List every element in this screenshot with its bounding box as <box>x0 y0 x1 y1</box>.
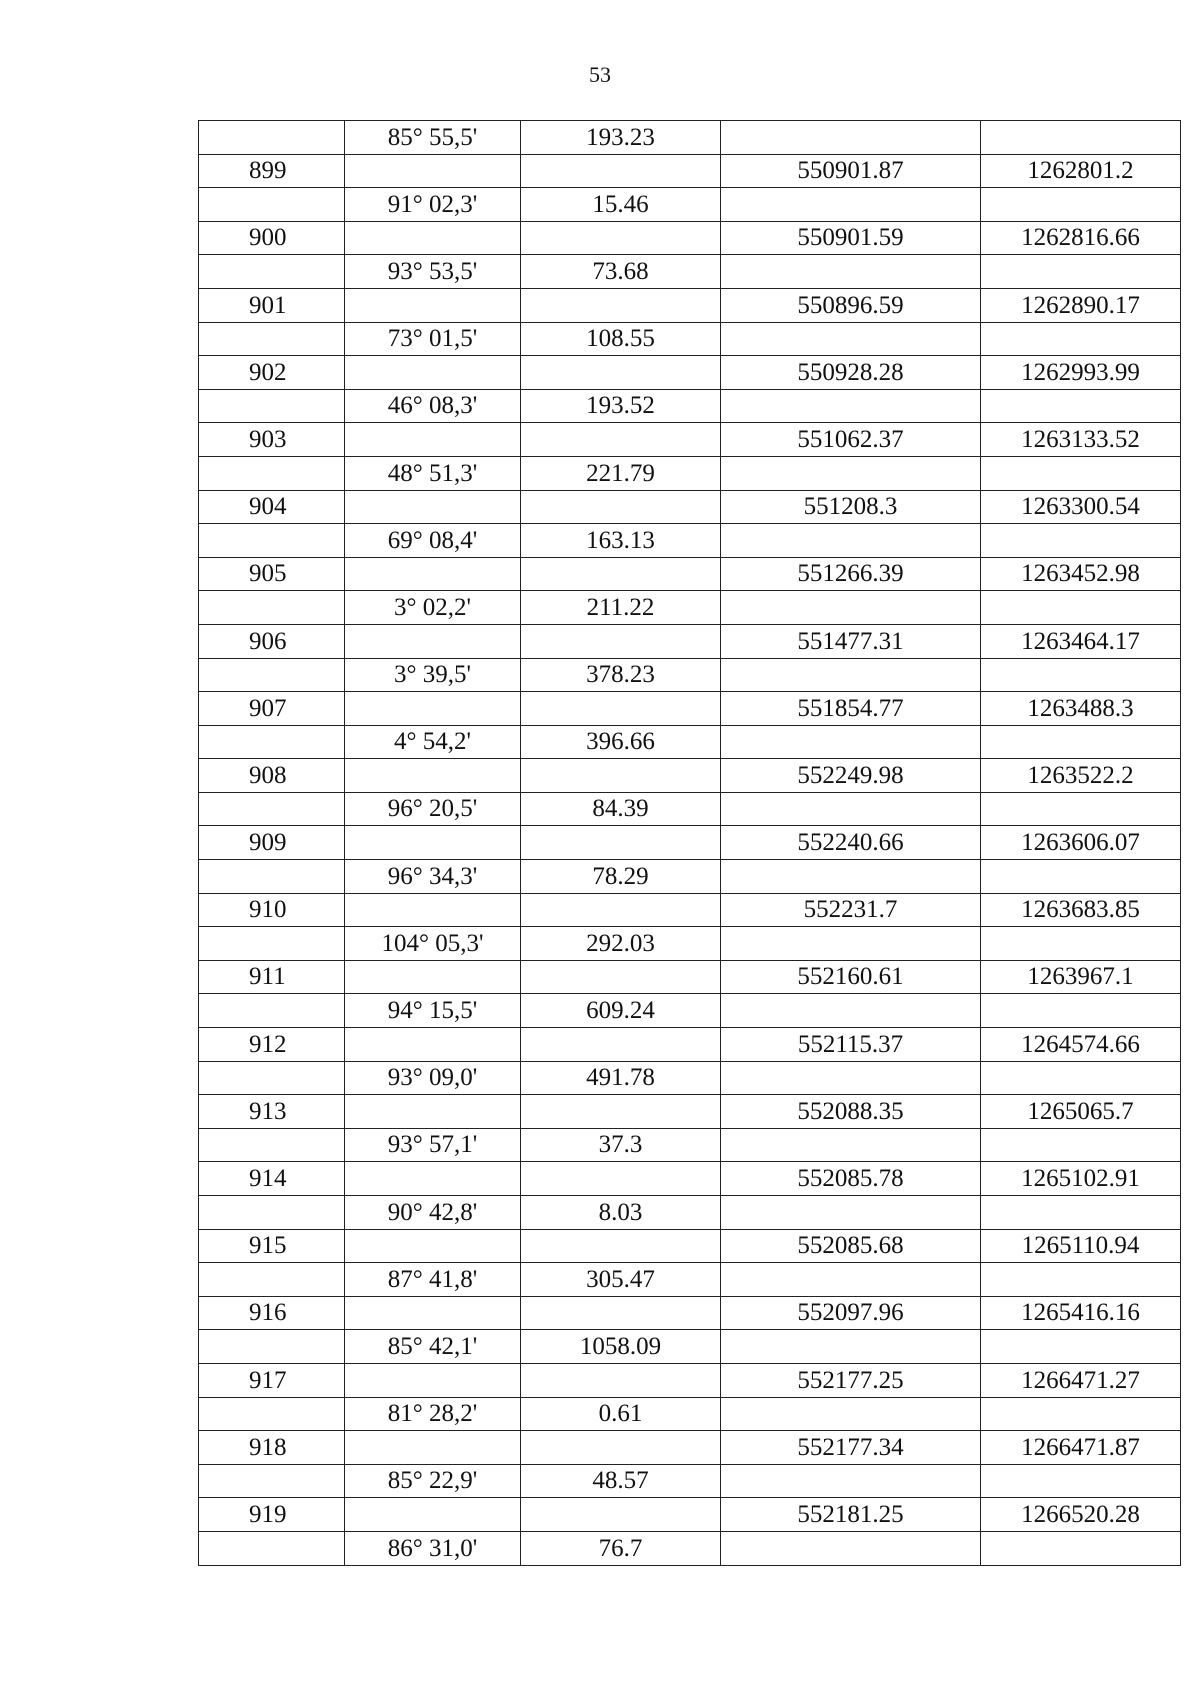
y-coordinate-cell: 1264574.66 <box>981 1028 1181 1062</box>
length-cell <box>521 1431 721 1465</box>
x-coordinate-cell: 551062.37 <box>721 423 981 457</box>
table-row <box>199 490 1181 524</box>
y-coordinate-cell: 1263967.1 <box>981 960 1181 994</box>
table-row <box>199 591 1181 625</box>
x-coordinate-cell: 551477.31 <box>721 624 981 658</box>
point-number-cell <box>199 860 345 894</box>
point-number-cell <box>199 1263 345 1297</box>
table-row <box>199 1397 1181 1431</box>
point-number-cell: 911 <box>199 960 345 994</box>
point-number-cell <box>199 255 345 289</box>
y-coordinate-cell: 1262801.2 <box>981 154 1181 188</box>
y-coordinate-cell <box>981 1330 1181 1364</box>
y-coordinate-cell <box>981 1397 1181 1431</box>
direction-angle-cell <box>345 1498 521 1532</box>
table-row <box>199 1431 1181 1465</box>
direction-angle-cell: 46° 08,3' <box>345 389 521 423</box>
table-row <box>199 692 1181 726</box>
table-row <box>199 1263 1181 1297</box>
length-cell <box>521 1162 721 1196</box>
coordinates-table-body <box>199 121 1181 1566</box>
x-coordinate-cell <box>721 121 981 155</box>
length-cell <box>521 1095 721 1129</box>
direction-angle-cell: 87° 41,8' <box>345 1263 521 1297</box>
direction-angle-cell <box>345 356 521 390</box>
direction-angle-cell <box>345 221 521 255</box>
length-cell <box>521 1229 721 1263</box>
point-number-cell <box>199 994 345 1028</box>
length-cell: 211.22 <box>521 591 721 625</box>
x-coordinate-cell <box>721 792 981 826</box>
y-coordinate-cell <box>981 591 1181 625</box>
direction-angle-cell <box>345 1431 521 1465</box>
point-number-cell: 899 <box>199 154 345 188</box>
x-coordinate-cell <box>721 389 981 423</box>
point-number-cell <box>199 1128 345 1162</box>
x-coordinate-cell: 550928.28 <box>721 356 981 390</box>
y-coordinate-cell <box>981 1464 1181 1498</box>
direction-angle-cell: 85° 55,5' <box>345 121 521 155</box>
length-cell <box>521 356 721 390</box>
y-coordinate-cell <box>981 1196 1181 1230</box>
coordinates-table <box>198 120 1181 1566</box>
direction-angle-cell: 93° 57,1' <box>345 1128 521 1162</box>
table-row <box>199 893 1181 927</box>
length-cell <box>521 1296 721 1330</box>
length-cell <box>521 826 721 860</box>
length-cell: 193.23 <box>521 121 721 155</box>
page-number: 53 <box>589 62 611 87</box>
direction-angle-cell <box>345 1162 521 1196</box>
x-coordinate-cell: 551266.39 <box>721 557 981 591</box>
direction-angle-cell: 91° 02,3' <box>345 188 521 222</box>
x-coordinate-cell: 552115.37 <box>721 1028 981 1062</box>
direction-angle-cell: 104° 05,3' <box>345 927 521 961</box>
length-cell <box>521 1498 721 1532</box>
direction-angle-cell: 96° 20,5' <box>345 792 521 826</box>
y-coordinate-cell <box>981 927 1181 961</box>
table-row <box>199 1128 1181 1162</box>
point-number-cell <box>199 1196 345 1230</box>
length-cell <box>521 692 721 726</box>
y-coordinate-cell <box>981 389 1181 423</box>
y-coordinate-cell: 1266471.87 <box>981 1431 1181 1465</box>
direction-angle-cell: 3° 39,5' <box>345 658 521 692</box>
direction-angle-cell <box>345 759 521 793</box>
direction-angle-cell: 85° 42,1' <box>345 1330 521 1364</box>
length-cell <box>521 423 721 457</box>
x-coordinate-cell: 552181.25 <box>721 1498 981 1532</box>
direction-angle-cell: 94° 15,5' <box>345 994 521 1028</box>
length-cell: 491.78 <box>521 1061 721 1095</box>
length-cell <box>521 759 721 793</box>
point-number-cell: 904 <box>199 490 345 524</box>
table-row <box>199 1464 1181 1498</box>
length-cell: 48.57 <box>521 1464 721 1498</box>
point-number-cell: 913 <box>199 1095 345 1129</box>
length-cell: 221.79 <box>521 456 721 490</box>
length-cell <box>521 490 721 524</box>
x-coordinate-cell: 552085.78 <box>721 1162 981 1196</box>
y-coordinate-cell: 1262890.17 <box>981 288 1181 322</box>
y-coordinate-cell <box>981 1128 1181 1162</box>
direction-angle-cell: 93° 53,5' <box>345 255 521 289</box>
length-cell: 73.68 <box>521 255 721 289</box>
x-coordinate-cell <box>721 1263 981 1297</box>
direction-angle-cell <box>345 557 521 591</box>
x-coordinate-cell <box>721 860 981 894</box>
y-coordinate-cell <box>981 1263 1181 1297</box>
x-coordinate-cell <box>721 322 981 356</box>
point-number-cell <box>199 188 345 222</box>
table-row <box>199 121 1181 155</box>
direction-angle-cell: 85° 22,9' <box>345 1464 521 1498</box>
table-row <box>199 624 1181 658</box>
y-coordinate-cell: 1263300.54 <box>981 490 1181 524</box>
x-coordinate-cell <box>721 658 981 692</box>
y-coordinate-cell <box>981 322 1181 356</box>
direction-angle-cell <box>345 423 521 457</box>
x-coordinate-cell <box>721 524 981 558</box>
length-cell: 84.39 <box>521 792 721 826</box>
length-cell: 1058.09 <box>521 1330 721 1364</box>
point-number-cell <box>199 322 345 356</box>
table-row <box>199 1095 1181 1129</box>
direction-angle-cell <box>345 1095 521 1129</box>
point-number-cell: 916 <box>199 1296 345 1330</box>
x-coordinate-cell: 552097.96 <box>721 1296 981 1330</box>
table-row <box>199 1363 1181 1397</box>
direction-angle-cell: 4° 54,2' <box>345 725 521 759</box>
point-number-cell: 905 <box>199 557 345 591</box>
point-number-cell: 915 <box>199 1229 345 1263</box>
x-coordinate-cell <box>721 1330 981 1364</box>
y-coordinate-cell: 1266471.27 <box>981 1363 1181 1397</box>
length-cell: 78.29 <box>521 860 721 894</box>
table-row <box>199 759 1181 793</box>
direction-angle-cell <box>345 1229 521 1263</box>
table-row <box>199 725 1181 759</box>
point-number-cell: 907 <box>199 692 345 726</box>
table-row <box>199 994 1181 1028</box>
y-coordinate-cell: 1263606.07 <box>981 826 1181 860</box>
direction-angle-cell <box>345 1296 521 1330</box>
table-row <box>199 658 1181 692</box>
x-coordinate-cell <box>721 1128 981 1162</box>
table-row <box>199 1498 1181 1532</box>
direction-angle-cell <box>345 1028 521 1062</box>
table-row <box>199 524 1181 558</box>
point-number-cell <box>199 389 345 423</box>
x-coordinate-cell <box>721 994 981 1028</box>
direction-angle-cell <box>345 288 521 322</box>
table-row <box>199 557 1181 591</box>
x-coordinate-cell <box>721 1397 981 1431</box>
point-number-cell <box>199 1397 345 1431</box>
y-coordinate-cell: 1266520.28 <box>981 1498 1181 1532</box>
length-cell: 193.52 <box>521 389 721 423</box>
length-cell: 76.7 <box>521 1531 721 1565</box>
length-cell <box>521 960 721 994</box>
y-coordinate-cell <box>981 524 1181 558</box>
direction-angle-cell <box>345 154 521 188</box>
y-coordinate-cell <box>981 994 1181 1028</box>
length-cell: 163.13 <box>521 524 721 558</box>
direction-angle-cell: 48° 51,3' <box>345 456 521 490</box>
table-row <box>199 188 1181 222</box>
direction-angle-cell <box>345 893 521 927</box>
direction-angle-cell <box>345 826 521 860</box>
point-number-cell <box>199 1531 345 1565</box>
direction-angle-cell: 93° 09,0' <box>345 1061 521 1095</box>
table-row <box>199 826 1181 860</box>
point-number-cell: 903 <box>199 423 345 457</box>
x-coordinate-cell <box>721 188 981 222</box>
length-cell <box>521 1363 721 1397</box>
point-number-cell <box>199 591 345 625</box>
x-coordinate-cell <box>721 1464 981 1498</box>
x-coordinate-cell: 550896.59 <box>721 288 981 322</box>
y-coordinate-cell: 1265102.91 <box>981 1162 1181 1196</box>
point-number-cell: 900 <box>199 221 345 255</box>
y-coordinate-cell: 1265065.7 <box>981 1095 1181 1129</box>
table-row <box>199 255 1181 289</box>
point-number-cell <box>199 792 345 826</box>
length-cell <box>521 624 721 658</box>
y-coordinate-cell <box>981 725 1181 759</box>
point-number-cell <box>199 121 345 155</box>
length-cell: 8.03 <box>521 1196 721 1230</box>
point-number-cell: 912 <box>199 1028 345 1062</box>
table-row <box>199 860 1181 894</box>
point-number-cell <box>199 1061 345 1095</box>
length-cell <box>521 1028 721 1062</box>
point-number-cell: 908 <box>199 759 345 793</box>
x-coordinate-cell <box>721 255 981 289</box>
point-number-cell <box>199 456 345 490</box>
length-cell: 292.03 <box>521 927 721 961</box>
direction-angle-cell <box>345 960 521 994</box>
point-number-cell: 909 <box>199 826 345 860</box>
direction-angle-cell: 90° 42,8' <box>345 1196 521 1230</box>
length-cell: 15.46 <box>521 188 721 222</box>
x-coordinate-cell: 550901.87 <box>721 154 981 188</box>
x-coordinate-cell <box>721 1531 981 1565</box>
table-row <box>199 1061 1181 1095</box>
y-coordinate-cell: 1265110.94 <box>981 1229 1181 1263</box>
direction-angle-cell <box>345 1363 521 1397</box>
length-cell <box>521 557 721 591</box>
y-coordinate-cell: 1262816.66 <box>981 221 1181 255</box>
length-cell: 305.47 <box>521 1263 721 1297</box>
point-number-cell: 902 <box>199 356 345 390</box>
direction-angle-cell: 69° 08,4' <box>345 524 521 558</box>
direction-angle-cell <box>345 624 521 658</box>
direction-angle-cell <box>345 692 521 726</box>
y-coordinate-cell <box>981 1061 1181 1095</box>
y-coordinate-cell <box>981 121 1181 155</box>
direction-angle-cell: 96° 34,3' <box>345 860 521 894</box>
table-row <box>199 221 1181 255</box>
y-coordinate-cell: 1263452.98 <box>981 557 1181 591</box>
y-coordinate-cell: 1263464.17 <box>981 624 1181 658</box>
length-cell: 378.23 <box>521 658 721 692</box>
x-coordinate-cell: 552240.66 <box>721 826 981 860</box>
length-cell: 108.55 <box>521 322 721 356</box>
x-coordinate-cell: 550901.59 <box>721 221 981 255</box>
y-coordinate-cell <box>981 456 1181 490</box>
x-coordinate-cell: 552231.7 <box>721 893 981 927</box>
y-coordinate-cell <box>981 1531 1181 1565</box>
x-coordinate-cell: 551208.3 <box>721 490 981 524</box>
point-number-cell: 901 <box>199 288 345 322</box>
table-row <box>199 288 1181 322</box>
length-cell: 37.3 <box>521 1128 721 1162</box>
direction-angle-cell: 73° 01,5' <box>345 322 521 356</box>
point-number-cell: 910 <box>199 893 345 927</box>
point-number-cell: 918 <box>199 1431 345 1465</box>
x-coordinate-cell: 552085.68 <box>721 1229 981 1263</box>
x-coordinate-cell <box>721 1061 981 1095</box>
x-coordinate-cell: 552177.34 <box>721 1431 981 1465</box>
table-row <box>199 1229 1181 1263</box>
y-coordinate-cell <box>981 188 1181 222</box>
x-coordinate-cell <box>721 591 981 625</box>
point-number-cell <box>199 524 345 558</box>
table-row <box>199 927 1181 961</box>
x-coordinate-cell: 552088.35 <box>721 1095 981 1129</box>
point-number-cell: 919 <box>199 1498 345 1532</box>
point-number-cell: 906 <box>199 624 345 658</box>
point-number-cell: 917 <box>199 1363 345 1397</box>
table-row <box>199 356 1181 390</box>
x-coordinate-cell: 552249.98 <box>721 759 981 793</box>
table-row <box>199 1296 1181 1330</box>
point-number-cell <box>199 725 345 759</box>
table-row <box>199 322 1181 356</box>
length-cell: 609.24 <box>521 994 721 1028</box>
x-coordinate-cell: 552160.61 <box>721 960 981 994</box>
x-coordinate-cell <box>721 725 981 759</box>
length-cell: 396.66 <box>521 725 721 759</box>
point-number-cell: 914 <box>199 1162 345 1196</box>
point-number-cell <box>199 927 345 961</box>
x-coordinate-cell: 551854.77 <box>721 692 981 726</box>
length-cell <box>521 288 721 322</box>
table-row <box>199 154 1181 188</box>
table-row <box>199 960 1181 994</box>
x-coordinate-cell <box>721 1196 981 1230</box>
direction-angle-cell: 81° 28,2' <box>345 1397 521 1431</box>
x-coordinate-cell: 552177.25 <box>721 1363 981 1397</box>
length-cell <box>521 221 721 255</box>
table-row <box>199 1196 1181 1230</box>
y-coordinate-cell <box>981 792 1181 826</box>
table-row <box>199 423 1181 457</box>
table-row <box>199 456 1181 490</box>
length-cell <box>521 154 721 188</box>
y-coordinate-cell: 1263683.85 <box>981 893 1181 927</box>
table-row <box>199 389 1181 423</box>
y-coordinate-cell: 1262993.99 <box>981 356 1181 390</box>
point-number-cell <box>199 1464 345 1498</box>
table-row <box>199 1028 1181 1062</box>
y-coordinate-cell <box>981 860 1181 894</box>
y-coordinate-cell: 1263133.52 <box>981 423 1181 457</box>
x-coordinate-cell <box>721 456 981 490</box>
direction-angle-cell <box>345 490 521 524</box>
table-row <box>199 1162 1181 1196</box>
y-coordinate-cell: 1265416.16 <box>981 1296 1181 1330</box>
table-row <box>199 1531 1181 1565</box>
length-cell <box>521 893 721 927</box>
table-row <box>199 792 1181 826</box>
y-coordinate-cell <box>981 658 1181 692</box>
point-number-cell <box>199 658 345 692</box>
y-coordinate-cell <box>981 255 1181 289</box>
y-coordinate-cell: 1263488.3 <box>981 692 1181 726</box>
x-coordinate-cell <box>721 927 981 961</box>
y-coordinate-cell: 1263522.2 <box>981 759 1181 793</box>
direction-angle-cell: 86° 31,0' <box>345 1531 521 1565</box>
length-cell: 0.61 <box>521 1397 721 1431</box>
table-row <box>199 1330 1181 1364</box>
point-number-cell <box>199 1330 345 1364</box>
direction-angle-cell: 3° 02,2' <box>345 591 521 625</box>
